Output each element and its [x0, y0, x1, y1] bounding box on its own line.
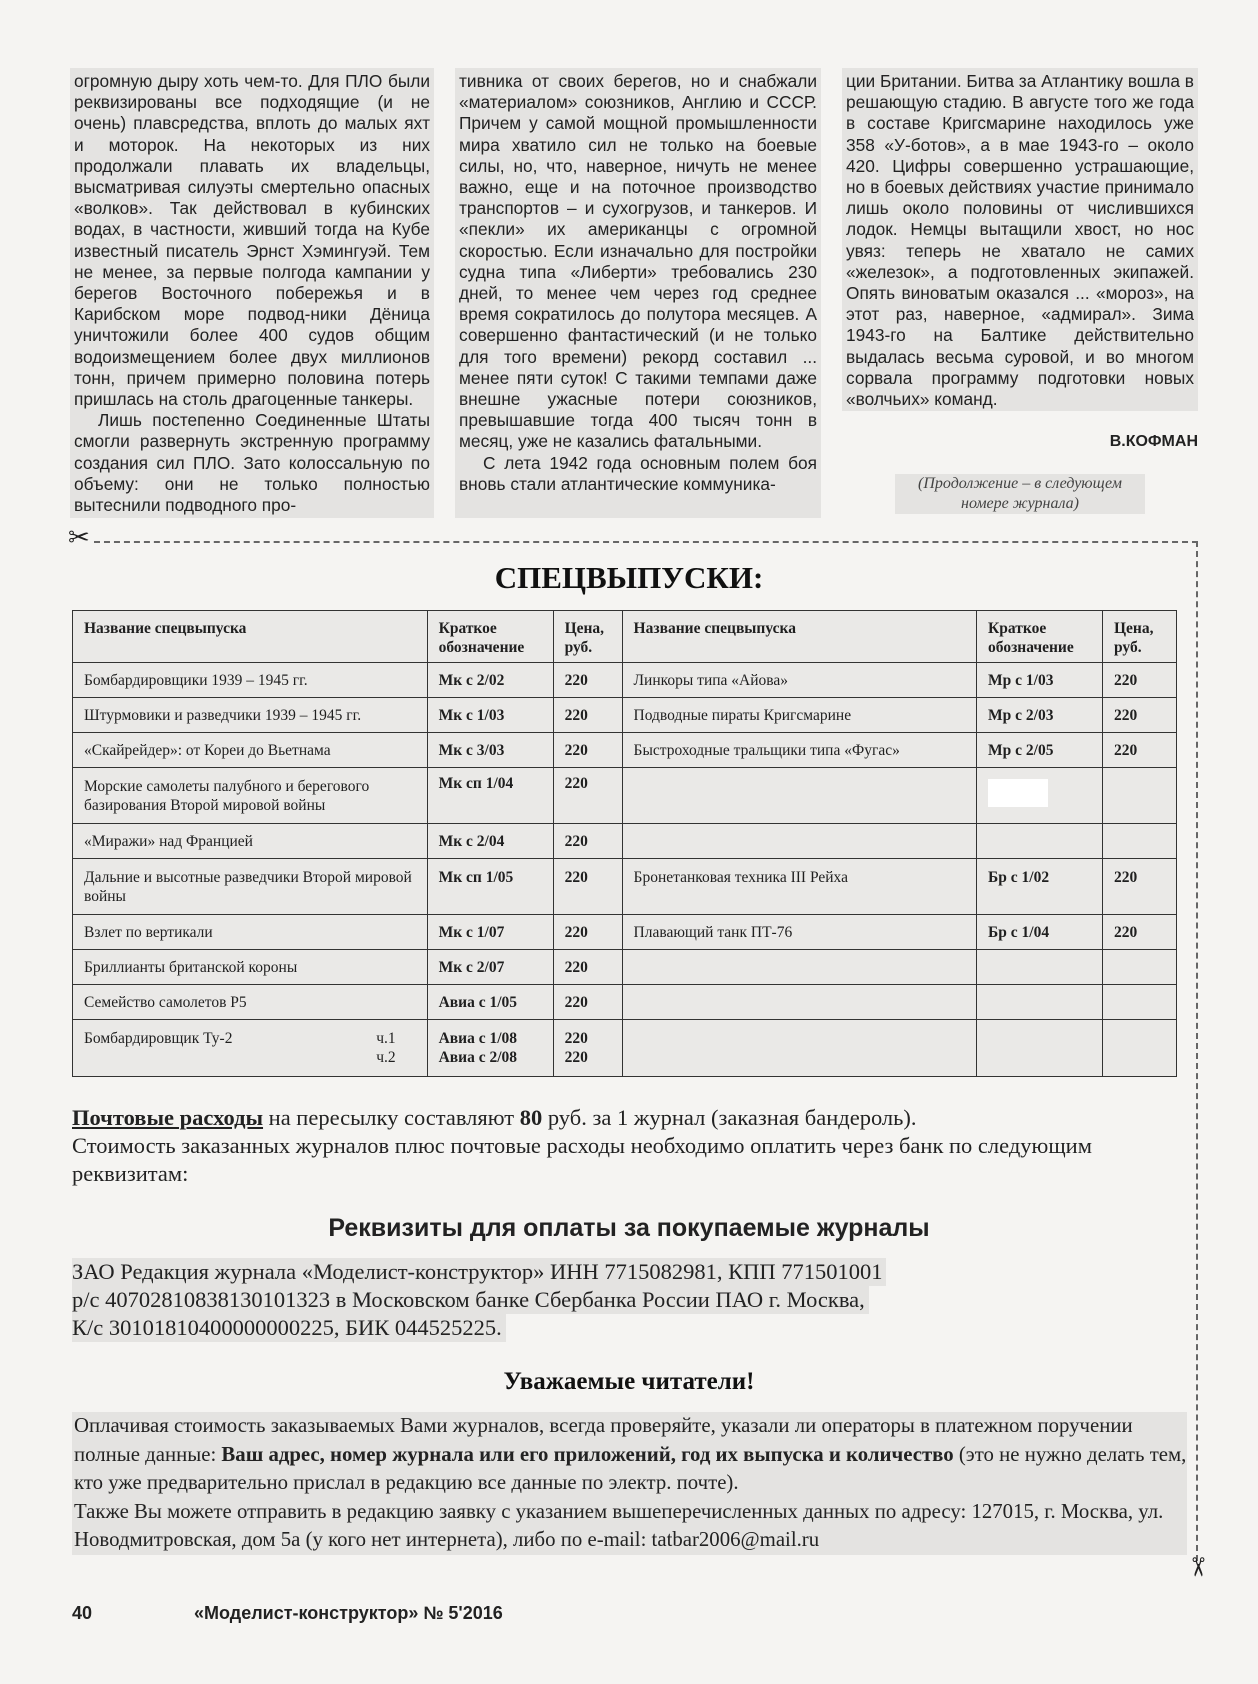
header-code: Краткое обозначение — [977, 611, 1103, 663]
issue-code — [977, 768, 1103, 824]
requisites-block — [72, 1258, 886, 1342]
issue-price — [1102, 950, 1176, 985]
postal-text: на пересылку составляют — [263, 1105, 520, 1130]
article-paragraph: огромную дыру хоть чем-то. Для ПЛО были реквизированы все подходящие (и не очень) плавсредства, вплоть до малых яхт и моторок. На некоторых из них продолжали плавать их владельцы, высматривая силуэты смертельно опасных «волков». Так действовал в кубинских водах, в частности, живший тогда на Кубе известный писатель Эрнст Хэмингуэй. Тем не менее, за первые полгода кампании у берегов Восточного побережья и в Карибском море подвод-ники Дёница уничтожили более 400 судов общим водоизмещением более двух миллионов тонн, причем примерно половина потерь пришлась на столь драгоценные танкеры. — [74, 71, 430, 410]
header-code: Краткое обозначение — [427, 611, 553, 663]
issue-price: 220 — [553, 950, 622, 985]
issue-price — [1102, 824, 1176, 859]
issue-code: Мр с 1/03 — [977, 663, 1103, 698]
table-row — [73, 663, 1177, 698]
issue-code: Авиа с 1/05 — [427, 985, 553, 1020]
table-row — [73, 824, 1177, 859]
issue-price — [553, 1020, 622, 1077]
issue-price: 220 — [1102, 915, 1176, 950]
issue-price-part: 220 — [564, 1030, 588, 1047]
issue-price — [1102, 985, 1176, 1020]
article-paragraph: С лета 1942 года основным полем боя вновь стали атлантические коммуника- — [459, 452, 817, 494]
header-name: Название спецвыпуска — [73, 611, 428, 663]
split-name — [84, 1029, 416, 1067]
postal-info — [72, 1104, 1187, 1188]
readers-emphasis: Ваш адрес, номер журнала или его приложений, год их выпуска и количество — [221, 1442, 954, 1466]
issue-price: 220 — [1102, 733, 1176, 768]
issue-code — [977, 1020, 1103, 1077]
table-header-row — [73, 611, 1177, 663]
issue-name: Морские самолеты палубного и берегового базирования Второй мировой войны — [73, 768, 428, 824]
issue-price: 220 — [1102, 859, 1176, 915]
cut-line-horizontal — [94, 541, 1198, 543]
issue-name — [622, 768, 976, 824]
issue-name-text: Бомбардировщик Ту-2 — [84, 1030, 233, 1047]
requisites-line: ЗАО Редакция журнала «Моделист-конструктор» ИНН 7715082981, КПП 771501001 — [72, 1258, 886, 1286]
article-paragraph: тивника от своих берегов, но и снабжали «материалом» союзников, Англию и СССР. Причем у самой мощной промышленности мира хватило сил не только на боевые силы, но, что, наверное, ничуть не менее важно, еще и на поточное производство транспортов – и сухогрузов, и танкеров. И «пекли» их американцы с огромной скоростью. Если изначально для постройки судна типа «Либерти» требовались 230 дней, то менее чем через год среднее время сократилось до полутора месяцев. А совершенно фантастический (и не только для того времени) рекорд составил ... менее пяти суток! С такими темпами даже внешне ужасные потери союзников, превышавшие тогда 400 тысяч тонн в месяц, уже не казались фатальными. — [459, 71, 817, 452]
table-row — [73, 733, 1177, 768]
issue-name: Бронетанковая техника III Рейха — [622, 859, 976, 915]
header-price: Цена, руб. — [553, 611, 622, 663]
postal-label: Почтовые расходы — [72, 1105, 264, 1130]
issue-price: 220 — [553, 824, 622, 859]
issue-name: Штурмовики и разведчики 1939 – 1945 гг. — [73, 698, 428, 733]
issue-price: 220 — [1102, 663, 1176, 698]
table-row — [73, 768, 1177, 824]
issue-code: Мк с 3/03 — [427, 733, 553, 768]
readers-text: Также Вы можете отправить в редакцию заявку с указанием вышеперечисленных данных по адресу: 127015, г. Москва, ул. Новодмитровская, дом 5а (у кого нет интернета), либо по e-mail: tatbar2006@mail.ru — [74, 1499, 1164, 1551]
issue-code: Мр с 2/05 — [977, 733, 1103, 768]
requisites-line: К/с 30101810400000000225, БИК 044525225. — [72, 1314, 506, 1342]
readers-text: (это не нужно делать тем, кто уже предварительно прислал в редакцию все данные по электр. почте). — [74, 1442, 1187, 1494]
issue-name — [622, 950, 976, 985]
issue-code — [977, 985, 1103, 1020]
issue-code: Мр с 2/03 — [977, 698, 1103, 733]
article-column-2 — [455, 68, 821, 518]
issue-code — [977, 950, 1103, 985]
issue-code: Мк с 2/07 — [427, 950, 553, 985]
issue-part: ч.2 — [376, 1049, 396, 1066]
issue-code: Мк с 2/04 — [427, 824, 553, 859]
issue-name: Семейство самолетов Р5 — [73, 985, 428, 1020]
cut-line-vertical — [1196, 541, 1198, 1561]
issue-name — [73, 1020, 428, 1077]
issue-price: 220 — [553, 859, 622, 915]
postal-line: Стоимость заказанных журналов плюс почтовые расходы необходимо оплатить через банк по следующим реквизитам: — [72, 1133, 1092, 1186]
issue-price: 220 — [553, 768, 622, 824]
issue-name: Бриллианты британской короны — [73, 950, 428, 985]
issue-price: 220 — [553, 985, 622, 1020]
issue-code-part: Авиа с 2/08 — [438, 1049, 518, 1066]
issue-code: Мк с 2/02 — [427, 663, 553, 698]
issue-name: Дальние и высотные разведчики Второй мировой войны — [73, 859, 428, 915]
postal-text: руб. за 1 журнал (заказная бандероль). — [542, 1105, 917, 1130]
issue-name: Взлет по вертикали — [73, 915, 428, 950]
requisites-title: Реквизиты для оплаты за покупаемые журналы — [328, 1214, 930, 1242]
header-name: Название спецвыпуска — [622, 611, 976, 663]
blank-patch — [988, 779, 1048, 807]
table-row — [73, 1020, 1177, 1077]
issue-name — [622, 824, 976, 859]
magazine-title: «Моделист-конструктор» № 5'2016 — [194, 1603, 503, 1623]
issue-part: ч.1 — [376, 1030, 396, 1047]
table-row — [73, 698, 1177, 733]
issue-code: Бр с 1/04 — [977, 915, 1103, 950]
page-number: 40 — [72, 1603, 93, 1623]
issue-name: Подводные пираты Кригсмарине — [622, 698, 976, 733]
special-issues-title — [0, 560, 1258, 596]
table-row — [73, 915, 1177, 950]
issue-price: 220 — [553, 915, 622, 950]
issue-code: Мк сп 1/05 — [427, 859, 553, 915]
issue-code: Бр с 1/02 — [977, 859, 1103, 915]
special-issues-table — [72, 610, 1177, 1077]
issue-code — [427, 1020, 553, 1077]
scissors-icon: ✂ — [68, 523, 90, 553]
issue-price — [1102, 768, 1176, 824]
continuation-note: (Продолжение – в следующем номере журнала) — [895, 474, 1145, 514]
requisites-line: р/с 40702810838130101323 в Московском банке Сбербанка России ПАО г. Москва, — [72, 1286, 869, 1314]
issue-price: 220 — [553, 698, 622, 733]
issue-price: 220 — [553, 733, 622, 768]
issue-code: Мк с 1/03 — [427, 698, 553, 733]
issue-price-part: 220 — [564, 1049, 588, 1066]
issue-name: Быстроходные тральщики типа «Фугас» — [622, 733, 976, 768]
article-paragraph: ции Британии. Битва за Атлантику вошла в решающую стадию. В августе того же года в составе Кригсмарине находилось уже 358 «У-ботов», а в мае 1943-го – около 420. Цифры совершенно устрашающие, но в боевых действиях участие принимало лишь около половины от числившихся лодок. Немцы вытащили хвост, но нос увяз: теперь не хватало не самих «железок», а подготовленных экипажей. Опять виноватым оказался ... «мороз», на этот раз, наверное, «адмирал». Зима 1943-го на Балтике действительно выдалась весьма суровой, и во многом сорвала программу подготовки новых «волчьих» команд. — [846, 71, 1194, 410]
postal-amount: 80 — [519, 1105, 543, 1130]
issue-name: Бомбардировщики 1939 – 1945 гг. — [73, 663, 428, 698]
readers-notice — [72, 1412, 1187, 1555]
issue-price — [1102, 1020, 1176, 1077]
issue-name — [622, 1020, 976, 1077]
issue-name: Линкоры типа «Айова» — [622, 663, 976, 698]
table-row — [73, 859, 1177, 915]
table-row — [73, 950, 1177, 985]
article-column-1 — [70, 68, 434, 518]
header-price: Цена, руб. — [1102, 611, 1176, 663]
issue-name: «Миражи» над Францией — [73, 824, 428, 859]
table-row — [73, 985, 1177, 1020]
special-issues-heading: СПЕЦВЫПУСКИ: — [494, 560, 764, 595]
issue-parts — [376, 1029, 415, 1067]
issue-name: Плавающий танк ПТ-76 — [622, 915, 976, 950]
issue-code: Мк с 1/07 — [427, 915, 553, 950]
issue-code-part: Авиа с 1/08 — [438, 1030, 518, 1047]
readers-title: Уважаемые читатели! — [503, 1368, 755, 1395]
issue-code — [977, 824, 1103, 859]
issue-price: 220 — [1102, 698, 1176, 733]
scissors-icon: ✂ — [1181, 1556, 1212, 1578]
issue-name: «Скайрейдер»: от Кореи до Вьетнама — [73, 733, 428, 768]
issue-price: 220 — [553, 663, 622, 698]
article-column-3 — [842, 68, 1198, 411]
issue-name — [622, 985, 976, 1020]
author-signature: В.КОФМАН — [1109, 433, 1198, 450]
readers-text: Оплачивая стоимость заказываемых Вами журналов, всегда проверяйте, указали ли операторы в платежном поручении полные данные: — [74, 1414, 1133, 1466]
issue-code: Мк сп 1/04 — [427, 768, 553, 824]
article-paragraph: Лишь постепенно Соединенные Штаты смогли развернуть экстренную программу создания сил ПЛО. Зато колоссальную по объему: они не только полностью вытеснили подводного про- — [74, 410, 430, 516]
